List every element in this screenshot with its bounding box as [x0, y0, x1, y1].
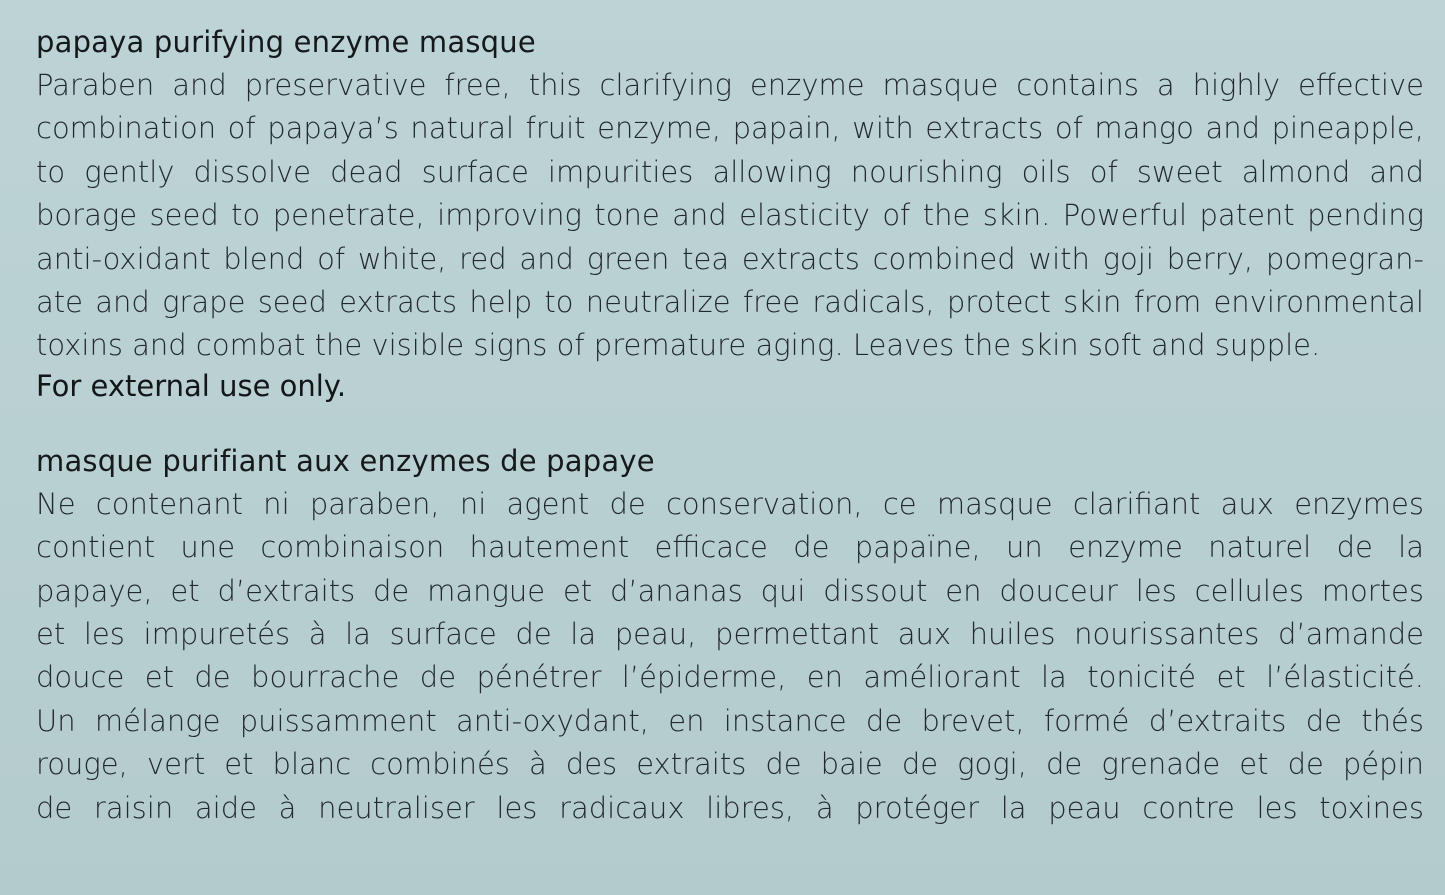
english-description-line: Paraben and preservative free, this clarifying enzyme masque contains a highly effective [36, 68, 1424, 102]
french-product-title: masque purifiant aux enzymes de papaye [36, 443, 655, 478]
french-description-line: Ne contenant ni paraben, ni agent de conservation, ce masque clarifiant aux enzymes [36, 486, 1424, 521]
english-section [36, 22, 1424, 406]
product-label-panel [36, 22, 1424, 830]
french-description-line: contient une combinaison hautement efficace de papaïne, un enzyme naturel de la [36, 530, 1424, 565]
english-description-line: borage seed to penetrate, improving tone and elasticity of the skin. Powerful patent pending [36, 198, 1424, 233]
external-use-warning: For external use only. [36, 368, 347, 403]
french-description-line: rouge, vert et blanc combinés à des extraits de baie de gogi, de grenade et de pépin [36, 747, 1424, 782]
french-description-line: papaye, et d’extraits de mangue et d’ananas qui dissout en douceur les cellules mortes [36, 573, 1424, 608]
english-description-line: ate and grape seed extracts help to neutralize free radicals, protect skin from environmental [36, 285, 1424, 320]
french-section [36, 441, 1424, 830]
english-description-line: toxins and combat the visible signs of premature aging. Leaves the skin soft and supple. [36, 328, 1321, 363]
french-description-line: de raisin aide à neutraliser les radicaux libres, à protéger la peau contre les toxines [36, 790, 1424, 825]
french-description-line: douce et de bourrache de pénétrer l’épiderme, en améliorant la tonicité et l’élasticité. [36, 660, 1424, 695]
english-description-line: to gently dissolve dead surface impurities allowing nourishing oils of sweet almond and [36, 154, 1424, 189]
english-description-line: combination of papaya’s natural fruit enzyme, papain, with extracts of mango and pineapple, [36, 111, 1424, 146]
english-description [36, 64, 1424, 368]
english-product-title: papaya purifying enzyme masque [36, 25, 536, 59]
french-description-line: et les impuretés à la surface de la peau, permettant aux huiles nourissantes d’amande [36, 617, 1424, 652]
french-description-line: Un mélange puissamment anti-oxydant, en instance de brevet, formé d’extraits de thés [36, 703, 1424, 738]
french-description [36, 483, 1424, 830]
english-description-line: anti-oxidant blend of white, red and green tea extracts combined with goji berry, pomegran- [36, 241, 1424, 276]
